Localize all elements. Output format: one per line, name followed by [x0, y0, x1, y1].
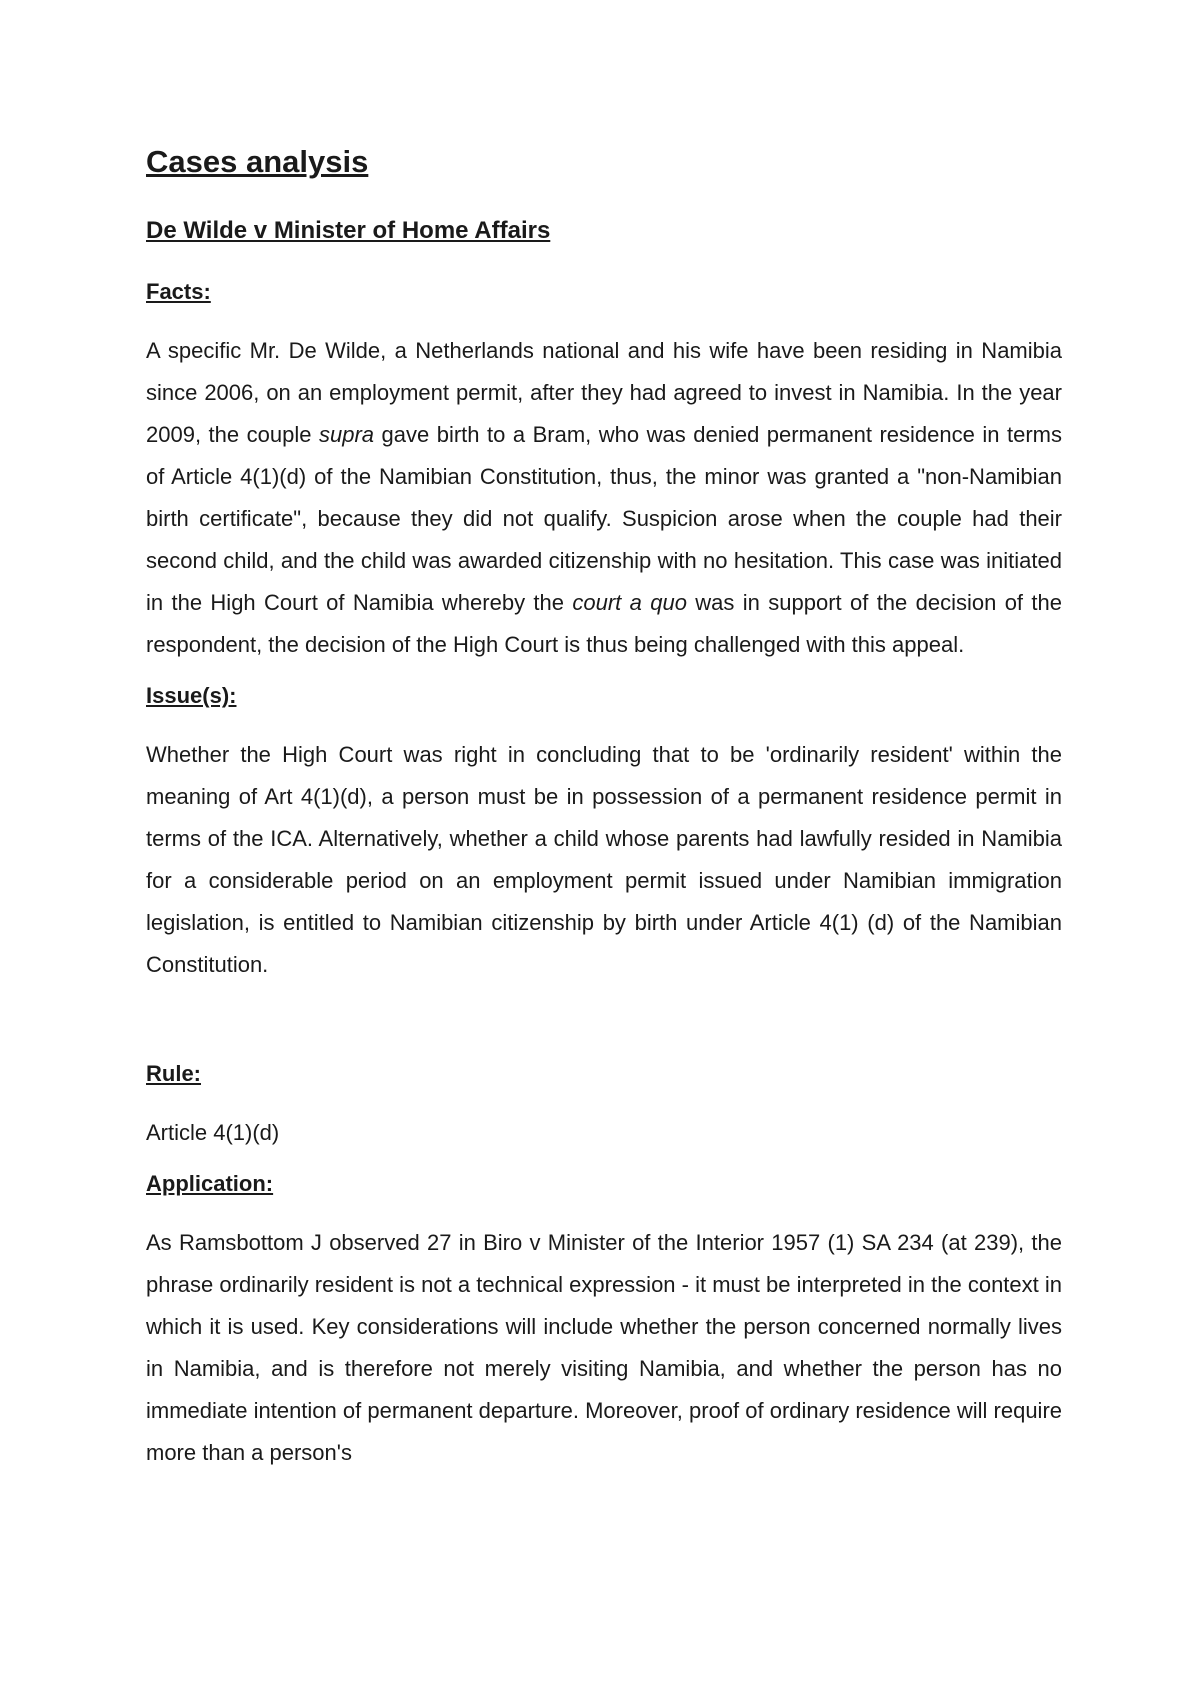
section-spacer: [146, 1000, 1062, 1058]
facts-italic-supra: supra: [318, 422, 375, 447]
issues-paragraph: Whether the High Court was right in concluding that to be 'ordinarily resident' within the meaning of Art 4(1)(d), a person must be in possession of a permanent residence permit in terms of the ICA. Alternatively, whether a child whose parents had lawfully resided in Namibia for a considerable period on an employment permit issued under Namibian immigration legislation, is entitled to Namibian citizenship by birth under Article 4(1) (d) of the Namibian Constitution.: [146, 742, 1062, 977]
document-page: [146, 140, 1062, 1488]
rule-paragraph: Article 4(1)(d): [146, 1120, 280, 1145]
document-title: Cases analysis: [146, 144, 369, 179]
issues-section: [146, 680, 1062, 986]
application-paragraph: As Ramsbottom J observed 27 in Biro v Minister of the Interior 1957 (1) SA 234 (at 239), the phrase ordinarily resident is not a technical expression - it must be interpreted in the context in which it is used. Key considerations will include whether the person concerned normally lives in Namibia, and is therefore not merely visiting Namibia, and whether the person has no immediate intention of permanent departure. Moreover, proof of ordinary residence will require more than a person's: [146, 1230, 1062, 1465]
case-name: De Wilde v Minister of Home Affairs: [146, 217, 551, 244]
issues-heading: Issue(s):: [146, 683, 237, 708]
facts-italic-court-a-quo: court a quo: [572, 590, 687, 615]
rule-section: [146, 1058, 1062, 1154]
facts-paragraph: [146, 330, 1062, 666]
facts-text-2: gave birth to a Bram, who was denied permanent residence in terms of Article 4(1)(d) of the Namibian Constitution, thus, the minor was granted a "non-Namibian birth certificate", because they did not qualify. Suspicion arose when the couple had their second child, and the child was awarded citizenship with no hesitation. This case was initiated in the High Court of Namibia whereby the: [146, 422, 1062, 615]
application-section: [146, 1168, 1062, 1474]
facts-heading: Facts:: [146, 279, 211, 304]
facts-text-3: was in support of the decision of the respondent, the decision of the High Court is thus being challenged with this appeal.: [146, 590, 1062, 657]
application-heading: Application:: [146, 1171, 274, 1196]
facts-section: [146, 276, 1062, 666]
facts-text-1: A specific Mr. De Wilde, a Netherlands national and his wife have been residing in Namibia since 2006, on an employment permit, after they had agreed to invest in Namibia. In the year 2009, the couple: [146, 338, 1062, 447]
rule-heading: Rule:: [146, 1061, 201, 1086]
